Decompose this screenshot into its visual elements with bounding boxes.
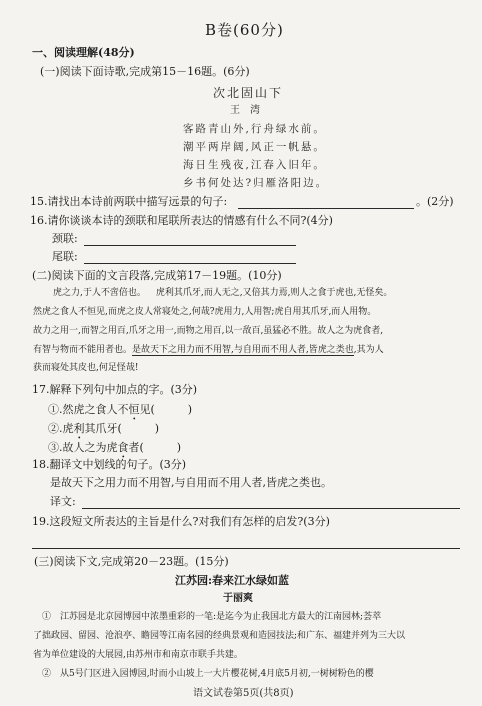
answer-label: 颈联: bbox=[52, 232, 78, 245]
question-17-item: ②.虎利其爪牙( ) bbox=[48, 422, 160, 435]
question-18: 18.翻译文中划线的句子。(3分) bbox=[32, 458, 187, 471]
dotted-char: 食 bbox=[117, 441, 129, 454]
answer-line[interactable] bbox=[84, 263, 296, 264]
underlined-sentence: 是故天下之用力而不用智,与自用而不用人者,皆虎之类也 bbox=[132, 345, 354, 355]
part2-heading: (二)阅读下面的文言段落,完成第17－19题。(10分) bbox=[32, 269, 282, 282]
passage-text: 虎利其爪牙,而人无之,又倍其力焉,则人之食于虎也,无怪矣。 bbox=[155, 288, 393, 298]
question-17: 17.解释下列句中加点的字。(3分) bbox=[32, 383, 198, 396]
passage-line bbox=[33, 346, 384, 355]
part1-heading: (一)阅读下面诗歌,完成第15－16题。(6分) bbox=[40, 65, 250, 78]
article-line: ① 江苏园是北京园博园中浓墨重彩的一笔:是迄今为止我国北方最大的江南园林;荟萃 bbox=[42, 612, 382, 622]
question-17-item: ①.然虎之食人不恒见( ) bbox=[48, 403, 193, 416]
poem-line: 潮平两岸阔,风正一帆悬。 bbox=[183, 141, 326, 153]
passage-text: 虎之力,于人不啻倍也。 bbox=[53, 288, 146, 298]
poem-line: 海日生残夜,江春入旧年。 bbox=[183, 159, 326, 171]
answer-line[interactable] bbox=[84, 245, 296, 246]
answer-line[interactable] bbox=[32, 548, 460, 549]
article-author: 于丽爽 bbox=[223, 593, 253, 604]
dotted-char: 恒 bbox=[128, 403, 140, 416]
paper-title: B卷(60分) bbox=[205, 21, 284, 39]
answer-label: 译文: bbox=[50, 495, 76, 508]
question-15-score: 。(2分) bbox=[416, 195, 454, 208]
answer-label: 尾联: bbox=[52, 250, 78, 263]
answer-line[interactable] bbox=[238, 208, 414, 209]
passage-line: 获而寝处其皮也,何足怪哉! bbox=[33, 363, 139, 373]
passage-line bbox=[53, 289, 392, 298]
question-16: 16.请你谈谈本诗的颈联和尾联所表达的情感有什么不同?(4分) bbox=[30, 214, 333, 227]
dotted-char: 利 bbox=[73, 422, 85, 435]
article-line: 了拙政园、留园、沧浪亭、瞻园等江南名园的经典景观和造园技法;和广东、福建并列为三大以 bbox=[33, 631, 406, 641]
poem-line: 客路青山外,行舟绿水前。 bbox=[183, 123, 326, 135]
question-18-sentence: 是故天下之用力而不用智,与自用而不用人者,皆虎之类也。 bbox=[50, 476, 332, 489]
poem-author: 王 湾 bbox=[230, 105, 260, 116]
passage-text: 有智与物而不能用者也。 bbox=[33, 345, 133, 355]
part3-heading: (三)阅读下文,完成第20－23题。(15分) bbox=[34, 555, 229, 568]
passage-line: 故力之用一,而智之用百,爪牙之用一,而物之用百,以一敌百,虽猛必不胜。故人之为虎食者, bbox=[33, 326, 384, 336]
article-title: 江苏园:春来江水绿如蓝 bbox=[175, 574, 290, 587]
poem-title: 次北固山下 bbox=[213, 86, 284, 100]
passage-text: ,其为人 bbox=[353, 345, 384, 355]
question-15: 15.请找出本诗前两联中描写远景的句子: bbox=[30, 195, 228, 208]
passage-line: 然虎之食人不恒见,而虎之皮人常寝处之,何哉?虎用力,人用智;虎自用其爪牙,而人用物。 bbox=[33, 307, 377, 317]
question-19: 19.这段短文所表达的主旨是什么?对我们有怎样的启发?(3分) bbox=[32, 515, 330, 528]
section-heading: 一、阅读理解(48分) bbox=[32, 46, 135, 59]
page-footer: 语文试卷第5页(共8页) bbox=[193, 688, 294, 699]
question-17-item: ③.故人之为虎食者( ) bbox=[48, 441, 182, 454]
answer-line[interactable] bbox=[82, 508, 460, 509]
article-line: 省为单位建设的大展园,由苏州市和南京市联手共建。 bbox=[33, 650, 243, 660]
poem-line: 乡书何处达?归雁洛阳边。 bbox=[183, 177, 329, 189]
article-line: ② 从5号门区进入园博园,时而小山坡上一大片樱花树,4月底5月初,一树树粉色的樱 bbox=[42, 669, 374, 679]
